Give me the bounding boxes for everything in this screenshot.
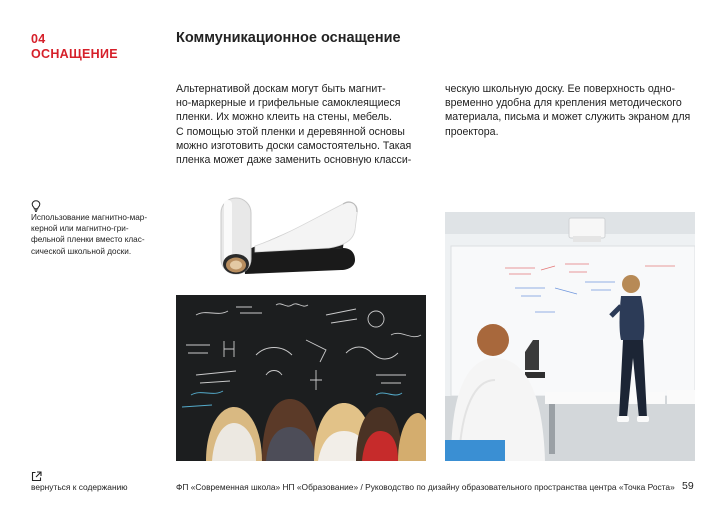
page-title: Коммуникационное оснащение (176, 30, 401, 46)
tip-caption (31, 212, 156, 257)
classroom-photo (445, 212, 695, 461)
body-line: материала, письма и может служить экраном для (445, 111, 691, 124)
body-line: проектора. (445, 125, 499, 138)
body-line: С помощью этой пленки и деревянной основы (176, 125, 405, 138)
tip-line: фельной пленки вместо клас- (31, 235, 145, 245)
body-line: временно удобна для крепления методического (445, 97, 682, 110)
page-number: 59 (682, 480, 694, 492)
back-to-contents-link[interactable]: вернуться к содержанию (31, 482, 128, 492)
section-title: ОСНАЩЕНИЕ (31, 47, 118, 61)
body-line: пленки. Их можно клеить на стены, мебель. (176, 111, 392, 124)
tip-line: Использование магнитно-мар- (31, 213, 148, 222)
body-line: пленка может даже заменить основную класси- (176, 154, 412, 167)
footer-source: ФП «Современная школа» НП «Образование» / Руководство по дизайну образовательного пространства центра «Точка Роста» (176, 482, 675, 492)
film-roll-image (215, 190, 365, 282)
body-line: можно изготовить доски самостоятельно. Такая (176, 139, 412, 152)
tip-line: сической школьной доски. (31, 246, 132, 256)
body-text-left (176, 82, 426, 167)
body-line: ческую школьную доску. Ее поверхность одно- (445, 83, 676, 95)
chalkboard-photo (176, 295, 426, 461)
tip-line: керной или магнитно-гри- (31, 224, 129, 234)
body-line: но-маркерные и грифельные самоклеящиеся (176, 97, 401, 110)
section-number: 04 (31, 32, 46, 46)
external-link-icon[interactable] (31, 469, 42, 480)
body-line: Альтернативой доскам могут быть магнит- (176, 83, 386, 95)
body-text-right (445, 82, 700, 139)
lightbulb-icon (31, 199, 41, 211)
